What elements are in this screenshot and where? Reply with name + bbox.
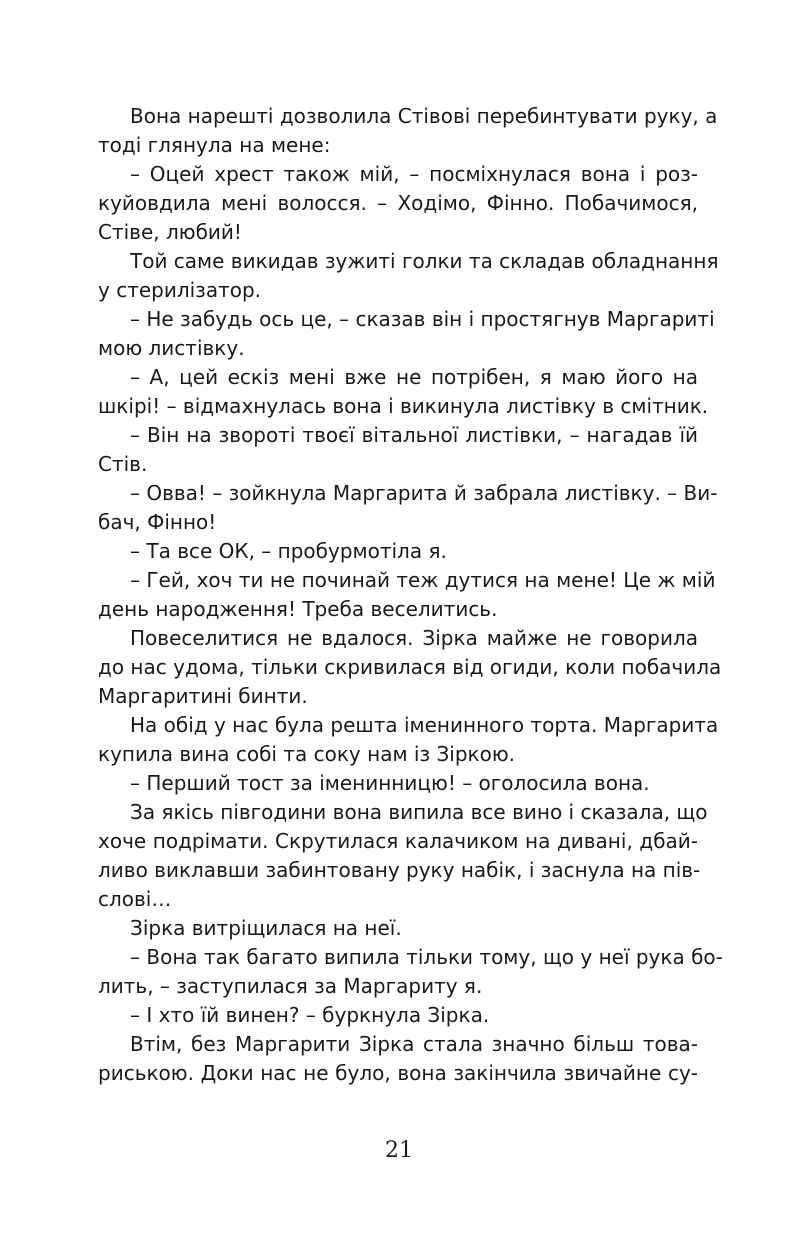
text-line: Той саме викидав зужиті голки та складав обладнання xyxy=(130,249,719,273)
text-line: – Вона так багато випила тільки тому, що у неї рука бо- xyxy=(130,945,723,969)
text-line: слові… xyxy=(98,887,172,911)
text-line: до нас удома, тільки скривилася від огиди, коли побачила xyxy=(98,655,722,679)
text-line: – Не забудь ось це, – сказав він і простягнув Маргариті xyxy=(130,307,715,331)
text-line: риською. Доки нас не було, вона закінчила звичайне су- xyxy=(98,1061,698,1085)
text-line: Маргаритині бинти. xyxy=(98,684,308,708)
text-line: ливо виклавши забинтовану руку набік, і заснула на пів- xyxy=(98,858,701,882)
text-line: Вона нарешті дозволила Стівові перебинтувати руку, а xyxy=(130,104,718,128)
text-line: хоче подрімати. Скрутилася калачиком на дивані, дбай- xyxy=(98,829,698,853)
text-line: – Оцей хрест також мій, – посміхнулася вона і роз- xyxy=(130,162,698,186)
text-line: Повеселитися не вдалося. Зірка майже не говорила xyxy=(130,626,698,650)
text-line: – А, цей ескіз мені вже не потрібен, я маю його на xyxy=(130,365,698,389)
page-number: 21 xyxy=(385,1138,413,1163)
text-line: Стів. xyxy=(98,452,148,476)
text-line: мою листівку. xyxy=(98,336,245,360)
text-line: На обід у нас була решта іменинного торта. Маргарита xyxy=(130,713,719,737)
text-line: Стіве, любий! xyxy=(98,220,242,244)
text-line: – Овва! – зойкнула Маргарита й забрала листівку. – Ви- xyxy=(130,481,718,505)
text-line: день народження! Треба веселитись. xyxy=(98,597,498,621)
text-line: – Він на звороті твоєї вітальної листівки, – нагадав їй xyxy=(130,423,698,447)
text-line: бач, Фінно! xyxy=(98,510,217,534)
text-line: За якісь півгодини вона випила все вино і сказала, що xyxy=(130,800,708,824)
text-line: – Та все ОК, – пробурмотіла я. xyxy=(130,539,447,563)
text-line: тоді глянула на мене: xyxy=(98,133,331,157)
text-line: куйовдила мені волосся. – Ходімо, Фінно. Побачимося, xyxy=(98,191,698,215)
text-line: – Гей, хоч ти не починай теж дутися на мене! Це ж мій xyxy=(130,568,716,592)
text-line: купила вина собі та соку нам із Зіркою. xyxy=(98,742,516,766)
text-line: лить, – заступилася за Маргариту я. xyxy=(98,974,483,998)
text-line: – І хто їй винен? – буркнула Зірка. xyxy=(130,1003,490,1027)
text-line: Зірка витріщилася на неї. xyxy=(130,916,402,940)
text-line: – Перший тост за іменинницю! – оголосила вона. xyxy=(130,771,650,795)
text-line: шкірі! – відмахнулась вона і викинула листівку в смітник. xyxy=(98,394,709,418)
page-body-text xyxy=(98,102,723,1088)
text-line: у стерилізатор. xyxy=(98,278,262,302)
text-line: Втім, без Маргарити Зірка стала значно більш това- xyxy=(130,1032,698,1056)
